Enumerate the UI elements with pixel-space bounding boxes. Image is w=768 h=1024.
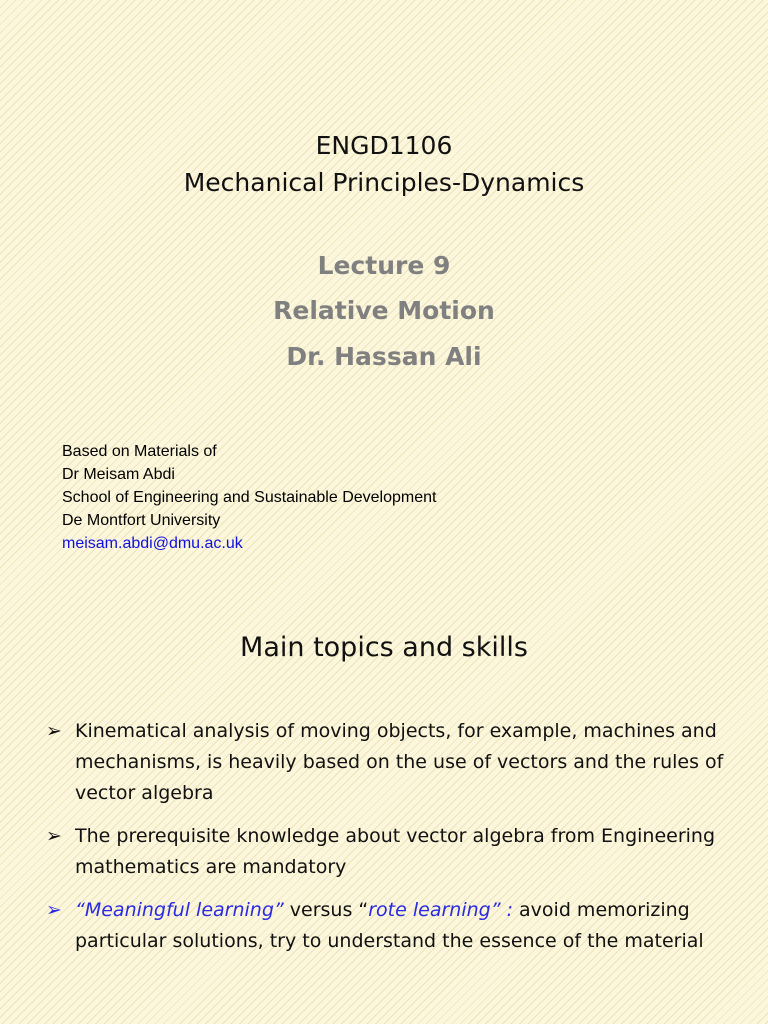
arrow-bullet-icon: ➢	[46, 825, 62, 847]
lecturer-name: Dr. Hassan Ali	[286, 342, 482, 371]
lecture-topic: Relative Motion	[273, 296, 495, 325]
rote-learning-text: rote learning” :	[368, 899, 513, 921]
bullet-list	[46, 716, 746, 969]
credits-author: Dr Meisam Abdi	[62, 466, 175, 483]
meaningful-learning-text: “Meaningful learning”	[75, 899, 284, 921]
course-code: ENGD1106	[315, 131, 453, 160]
topics-slide	[0, 590, 768, 1024]
credits-line: Based on Materials of	[62, 443, 217, 460]
arrow-bullet-icon: ➢	[46, 720, 62, 742]
credits-block	[62, 440, 436, 555]
credits-email-link[interactable]: meisam.abdi@dmu.ac.uk	[62, 535, 243, 552]
bullet-text: avoid memorizing particular solutions, try to understand the essence of the material	[75, 899, 704, 952]
bullet-item	[46, 716, 746, 809]
slide-title: Main topics and skills	[240, 632, 528, 663]
bullet-text: Kinematical analysis of moving objects, for example, machines and mechanisms, is heavily based on the use of vectors and the rules of vector algebra	[75, 720, 724, 804]
bullet-item	[46, 821, 746, 883]
bullet-item	[46, 895, 746, 957]
lecture-number: Lecture 9	[317, 251, 451, 280]
credits-university: De Montfort University	[62, 512, 221, 529]
credits-school: School of Engineering and Sustainable Development	[62, 489, 437, 506]
course-name: Mechanical Principles-Dynamics	[183, 168, 585, 197]
bullet-text: The prerequisite knowledge about vector algebra from Engineering mathematics are mandatory	[75, 825, 716, 878]
arrow-bullet-icon: ➢	[46, 899, 62, 921]
versus-text: versus “	[283, 899, 369, 921]
